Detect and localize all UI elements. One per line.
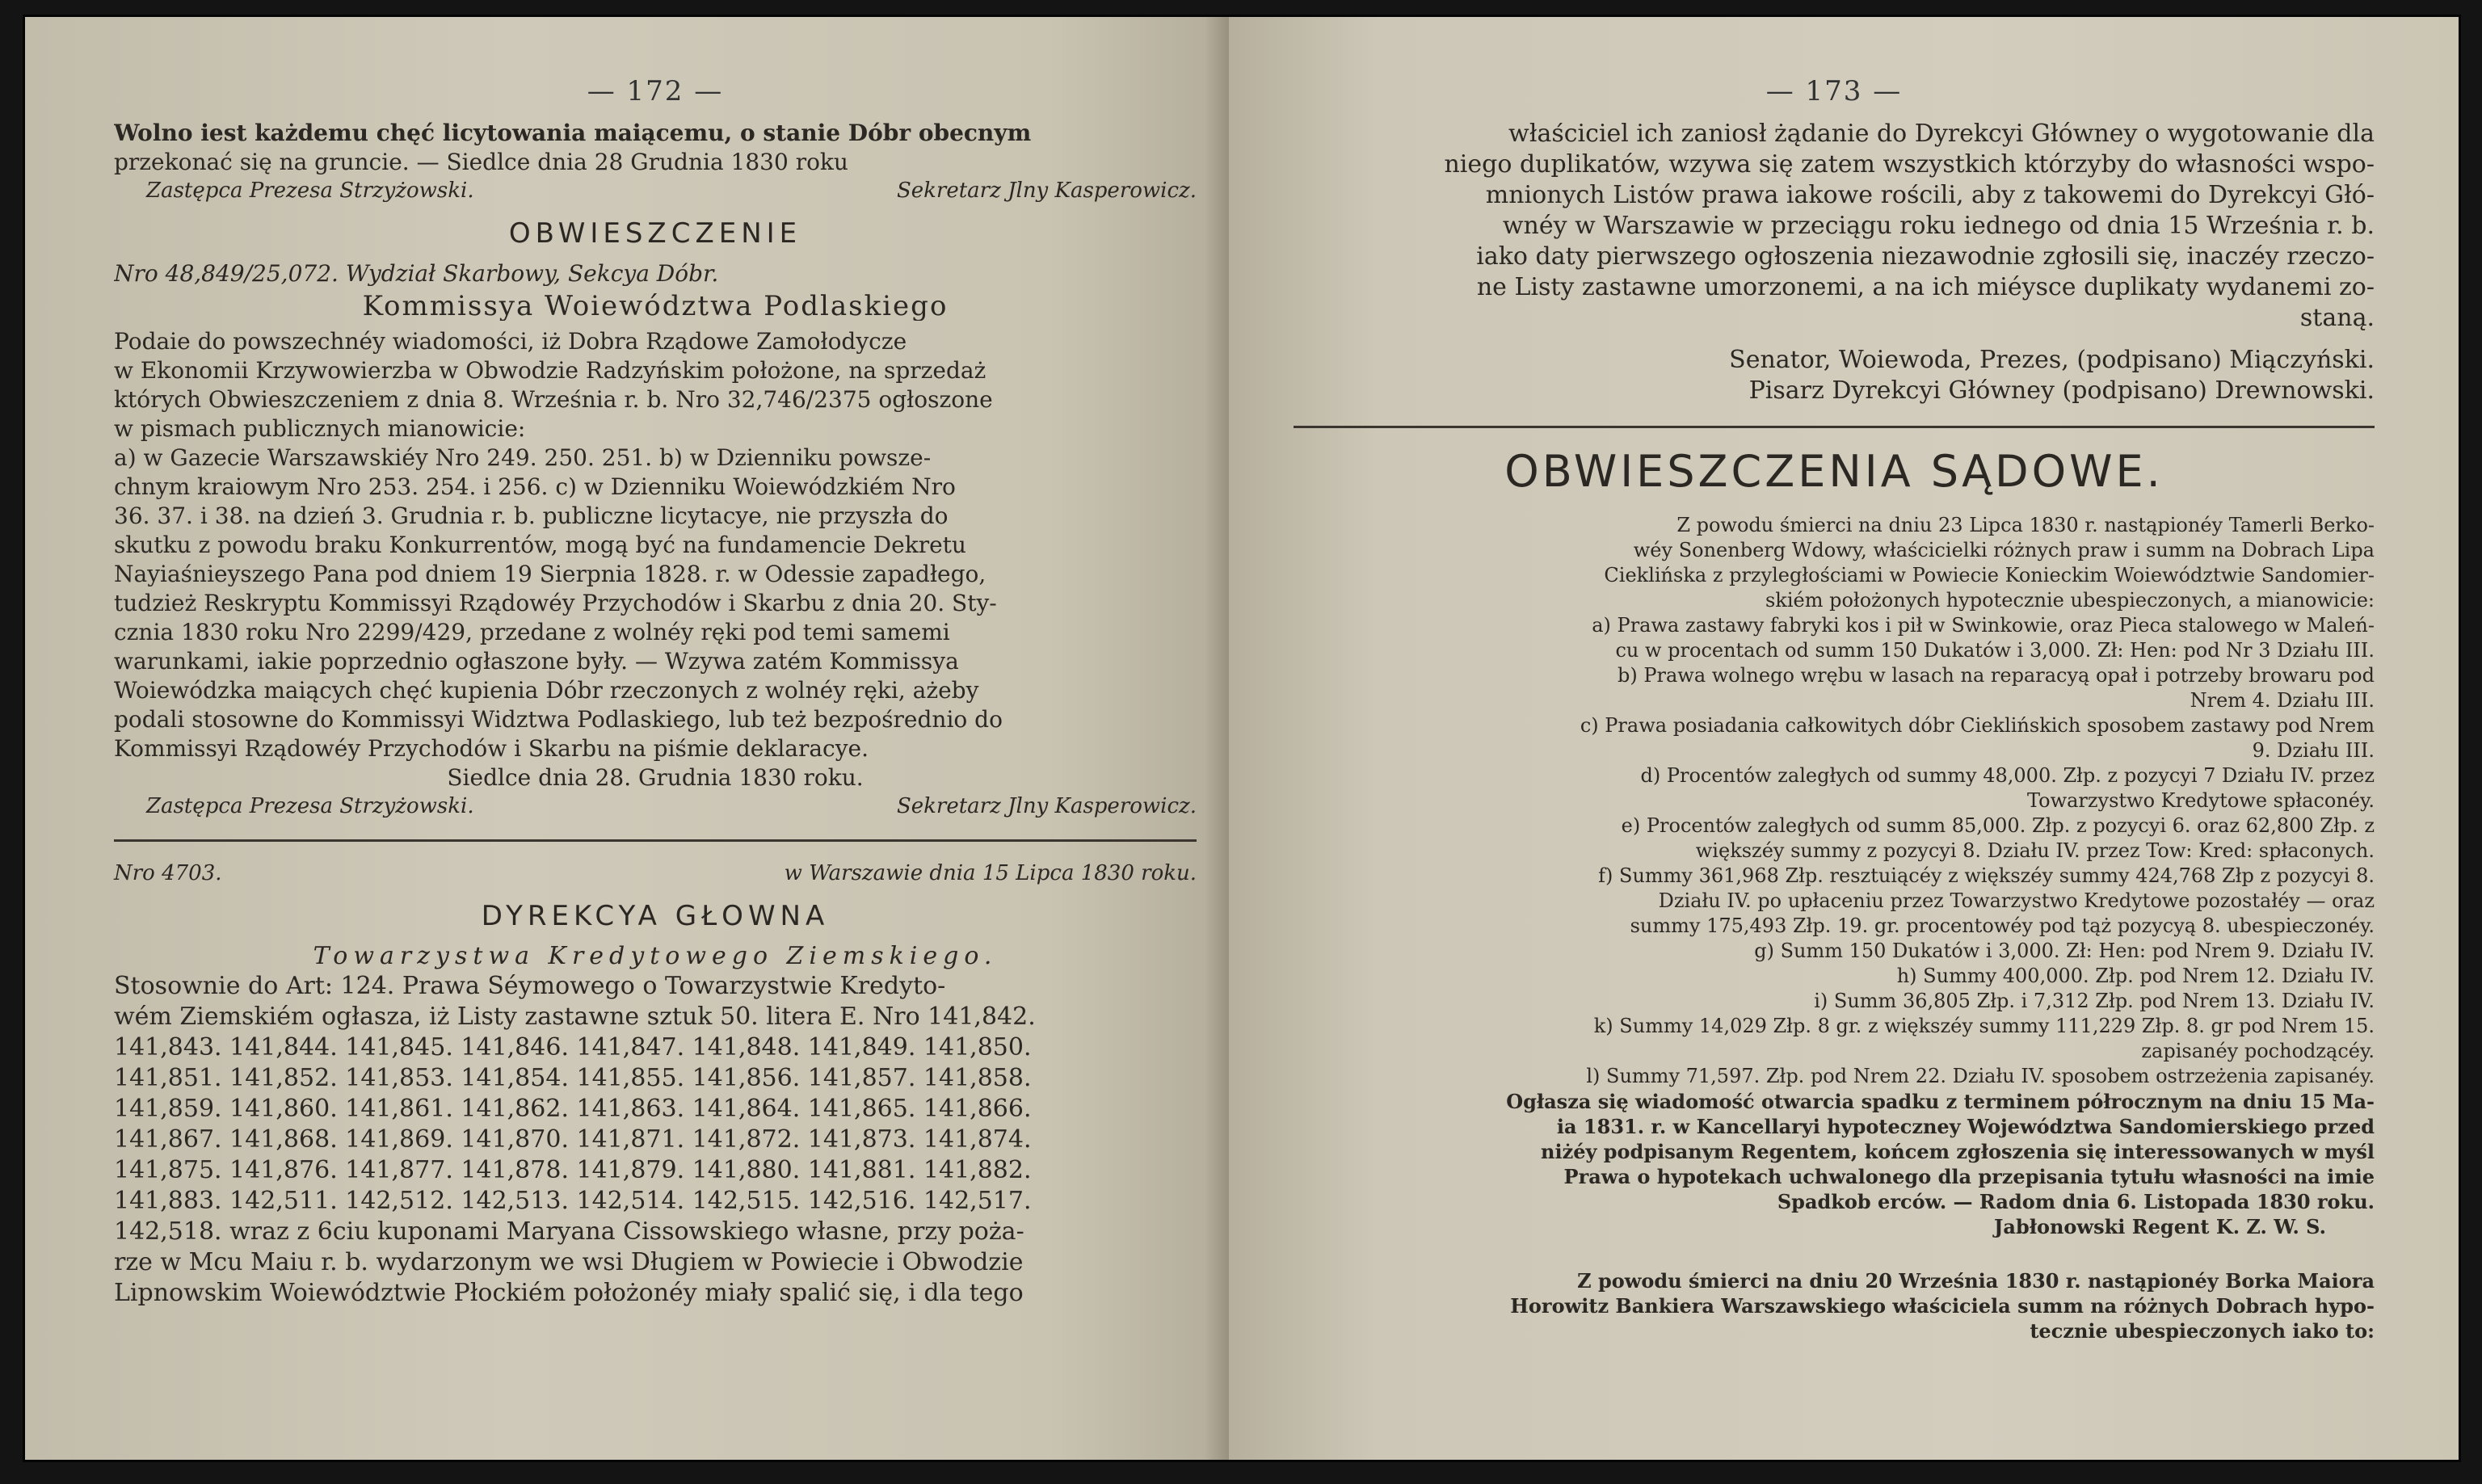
signature-row: [114, 792, 1197, 820]
text-line: Kommissyi Rządowéy Przychodów i Skarbu na piśmie deklaracye.: [114, 735, 869, 762]
list-item: summy 175,493 Złp. 19. gr. procentowéy pod tąż pozycyą 8. ubespieczonéy.: [1630, 914, 2375, 937]
section-divider: [1294, 426, 2375, 428]
list-item: c) Prawa posiadania całkowitych dóbr Cieklińskich sposobem zastawy pod Nrem: [1580, 714, 2375, 737]
text-line: niżéy podpisanym Regentem, końcem zgłoszenia się interessowanych w myśl: [1541, 1140, 2375, 1163]
signature-left: Zastępca Prezesa Strzyżowski.: [146, 179, 474, 203]
regent-signature: Jabłonowski Regent K. Z. W. S.: [1994, 1215, 2326, 1238]
signature-left: Zastępca Prezesa Strzyżowski.: [146, 794, 474, 818]
notice-licytacja: [114, 119, 1197, 204]
nro-date-row: [114, 860, 1197, 887]
text-line: ia 1831. r. w Kancellaryi hypoteczney Województwa Sandomierskiego przed: [1556, 1115, 2375, 1138]
text-line: 141,883. 142,511. 142,512. 142,513. 142,514. 142,515. 142,516. 142,517.: [114, 1187, 1032, 1215]
text-line: właściciel ich zaniosł żądanie do Dyrekcyi Główney o wygotowanie dla: [1508, 120, 2375, 148]
text-line: Lipnowskim Woiewództwie Płockiém położonéy miały spalić się, i dla tego: [114, 1279, 1024, 1307]
list-item: 9. Działu III.: [2252, 739, 2375, 762]
text-line: niego duplikatów, wzywa się zatem wszystkich którzyby do własności wspo-: [1444, 150, 2375, 179]
text-line: Horowitz Bankiera Warszawskiego właściciela summ na różnych Dobrach hypo-: [1510, 1294, 2375, 1318]
left-page: [25, 17, 1229, 1460]
text-line: wém Ziemskiém ogłasza, iż Listy zastawne sztuk 50. litera E. Nro 141,842.: [114, 1003, 1036, 1031]
notice-inheritance-1: [1294, 513, 2375, 1239]
page-number: — 173 —: [1765, 75, 1903, 107]
signature-senator: Senator, Woiewoda, Prezes, (podpisano) Miączyński.: [1729, 346, 2375, 374]
text-line: ne Listy zastawne umorzonemi, a na ich miéysce duplikaty wydanemi zo-: [1476, 273, 2375, 301]
text-line: 141,859. 141,860. 141,861. 141,862. 141,863. 141,864. 141,865. 141,866.: [114, 1095, 1032, 1123]
text-line: skiém położonych hypotecznie ubespieczonych, a mianowicie:: [1765, 589, 2375, 612]
list-item: d) Procentów zaległych od summy 48,000. Złp. z pozycyi 7 Działu IV. przez: [1640, 764, 2375, 787]
list-item: h) Summy 400,000. Złp. pod Nrem 12. Działu IV.: [1896, 965, 2375, 987]
text-line: mnionych Listów prawa iakowe rościli, aby z takowemi do Dyrekcyi Głó-: [1485, 181, 2375, 209]
text-line: Prawa o hypotekach uchwalonego dla przepisania tytułu własności na imie: [1563, 1165, 2375, 1188]
list-item: zapisanéy pochodzącéy.: [2141, 1040, 2375, 1062]
sub-heading: Towarzystwa Kredytowego Ziemskiego.: [313, 942, 998, 970]
text-line: Stosownie do Art: 124. Prawa Séymowego o Towarzystwie Kredyto-: [114, 972, 946, 1000]
text-line: w pismach publicznych mianowicie:: [114, 415, 526, 442]
text-line: Woiewódzka maiących chęć kupienia Dóbr rzeczonych z wolnéy ręki, ażeby: [114, 677, 979, 704]
section-heading: OBWIESZCZENIA SĄDOWE.: [1504, 446, 2164, 497]
place-date: w Warszawie dnia 15 Lipca 1830 roku.: [784, 861, 1197, 885]
text-line: chnym kraiowym Nro 253. 254. i 256. c) w Dzienniku Woiewódzkiém Nro: [114, 473, 956, 500]
text-line: a) w Gazecie Warszawskiéy Nro 249. 250. 251. b) w Dzienniku powsze-: [114, 444, 932, 471]
list-item: f) Summy 361,968 Złp. resztuiącéy z większéy summy 424,768 Złp z pozycyi 8.: [1598, 864, 2375, 887]
list-item: e) Procentów zaległych od summ 85,000. Złp. z pozycyi 6. oraz 62,800 Złp. z: [1621, 814, 2375, 837]
list-item: b) Prawa wolnego wrębu w lasach na reparacyą opał i potrzeby browaru pod: [1617, 664, 2375, 687]
text-line: tecznie ubespieczonych iako to:: [2030, 1319, 2375, 1343]
section-heading: DYREKCYA GŁOWNA: [481, 900, 830, 932]
newspaper-spread: [23, 15, 2461, 1462]
signature-pisarz: Pisarz Dyrekcyi Główney (podpisano) Drewnowski.: [1748, 376, 2375, 405]
list-item: Działu IV. po upłaceniu przez Towarzystwo Kredytowe pozostałéy — oraz: [1658, 889, 2375, 912]
right-page: [1229, 17, 2461, 1460]
text-line: tudzież Reskryptu Kommissyi Rządowéy Przychodów i Skarbu z dnia 20. Sty-: [114, 590, 997, 616]
signature-row: [114, 177, 1197, 204]
text-line: cznia 1830 roku Nro 2299/429, przedane z wolnéy ręki pod temi samemi: [114, 619, 950, 645]
list-item: k) Summy 14,029 Złp. 8 gr. z większéy summy 111,229 Złp. 8. gr pod Nrem 15.: [1593, 1015, 2375, 1037]
text-line: 142,518. wraz z 6ciu kuponami Maryana Cissowskiego własne, przy poża-: [114, 1217, 1024, 1246]
notice-body: [114, 327, 1197, 820]
text-line: przekonać się na gruncie. — Siedlce dnia 28 Grudnia 1830 roku: [114, 149, 848, 175]
list-item: a) Prawa zastawy fabryki kos i pił w Swinkowie, oraz Pieca stalowego w Maleń-: [1592, 614, 2375, 637]
text-line: skutku z powodu braku Konkurrentów, mogą być na fundamencie Dekretu: [114, 532, 966, 558]
text-line: iako daty pierwszego ogłoszenia niezawodnie zgłosili się, inaczéy rzeczo-: [1476, 242, 2375, 271]
reference-line: Nro 48,849/25,072. Wydział Skarbowy, Sekcya Dóbr.: [114, 260, 719, 287]
text-line: 141,867. 141,868. 141,869. 141,870. 141,871. 141,872. 141,873. 141,874.: [114, 1125, 1032, 1154]
list-item: Nrem 4. Działu III.: [2190, 689, 2375, 712]
text-line: Ogłasza się wiadomość otwarcia spadku z terminem półrocznym na dniu 15 Ma-: [1506, 1090, 2375, 1113]
page-number: — 172 —: [587, 75, 724, 107]
text-line: rze w Mcu Maiu r. b. wydarzonym we wsi Długiem w Powiecie i Obwodzie: [114, 1248, 1024, 1276]
text-line: Nayiaśnieyszego Pana pod dniem 19 Sierpnia 1828. r. w Odessie zapadłego,: [114, 561, 986, 587]
text-line: warunkami, iakie poprzednio ogłaszone były. — Wzywa zatém Kommissya: [114, 648, 959, 675]
signature-right: Sekretarz Jlny Kasperowicz.: [896, 179, 1197, 203]
notice-body: [114, 971, 1197, 1309]
text-line: w Ekonomii Krzywowierzba w Obwodzie Radzyńskim położone, na sprzedaż: [114, 357, 986, 384]
text-line: 141,851. 141,852. 141,853. 141,854. 141,855. 141,856. 141,857. 141,858.: [114, 1064, 1032, 1092]
notice-continuation: [1294, 119, 2375, 406]
text-line: 36. 37. i 38. na dzień 3. Grudnia r. b. publiczne licytacye, nie przyszła do: [114, 502, 949, 529]
list-item: większéy summy z pozycyi 8. Działu IV. przez Tow: Kred: spłaconych.: [1695, 839, 2375, 862]
list-item: g) Summ 150 Dukatów i 3,000. Zł: Hen: pod Nrem 9. Działu IV.: [1754, 940, 2375, 962]
text-line: wnéy w Warszawie w przeciągu roku iednego od dnia 15 Września r. b.: [1502, 212, 2375, 240]
section-divider: [114, 839, 1197, 842]
text-line: podali stosowne do Kommissyi Widztwa Podlaskiego, lub też bezpośrednio do: [114, 706, 1003, 733]
date-line: Siedlce dnia 28. Grudnia 1830 roku.: [447, 764, 864, 791]
text-line: staną.: [2299, 304, 2375, 332]
list-item: Towarzystwo Kredytowe spłaconéy.: [2026, 789, 2375, 812]
text-line: Z powodu śmierci na dniu 23 Lipca 1830 r. nastąpionéy Tamerli Berko-: [1676, 514, 2375, 536]
text-line: Spadkob erców. — Radom dnia 6. Listopada 1830 roku.: [1777, 1190, 2375, 1213]
text-line: 141,875. 141,876. 141,877. 141,878. 141,879. 141,880. 141,881. 141,882.: [114, 1156, 1032, 1184]
text-line: Cieklińska z przyległościami w Powiecie Konieckim Woiewództwie Sandomier-: [1604, 564, 2375, 586]
nro-label: Nro 4703.: [114, 861, 222, 885]
text-line: Podaie do powszechnéy wiadomości, iż Dobra Rządowe Zamołodycze: [114, 328, 907, 355]
list-item: i) Summ 36,805 Złp. i 7,312 Złp. pod Nrem 13. Działu IV.: [1814, 990, 2375, 1012]
text-line: Z powodu śmierci na dniu 20 Września 1830 r. nastąpionéy Borka Maiora: [1577, 1269, 2375, 1293]
text-line: których Obwieszczeniem z dnia 8. Września r. b. Nro 32,746/2375 ogłoszone: [114, 386, 993, 413]
notice-inheritance-2: [1294, 1268, 2375, 1343]
section-heading: OBWIESZCZENIE: [508, 217, 802, 250]
list-item: cu w procentach od summ 150 Dukatów i 3,000. Zł: Hen: pod Nr 3 Działu III.: [1615, 639, 2375, 662]
signature-right: Sekretarz Jlny Kasperowicz.: [896, 794, 1197, 818]
text-line: wéy Sonenberg Wdowy, właścicielki różnych praw i summ na Dobrach Lipa: [1633, 539, 2375, 561]
text-line: Wolno iest każdemu chęć licytowania maiącemu, o stanie Dóbr obecnym: [114, 120, 1032, 146]
text-line: 141,843. 141,844. 141,845. 141,846. 141,847. 141,848. 141,849. 141,850.: [114, 1033, 1032, 1062]
office-title: Kommissya Woiewództwa Podlaskiego: [362, 292, 949, 321]
list-item: l) Summy 71,597. Złp. pod Nrem 22. Działu IV. sposobem ostrzeżenia zapisanéy.: [1586, 1065, 2375, 1087]
